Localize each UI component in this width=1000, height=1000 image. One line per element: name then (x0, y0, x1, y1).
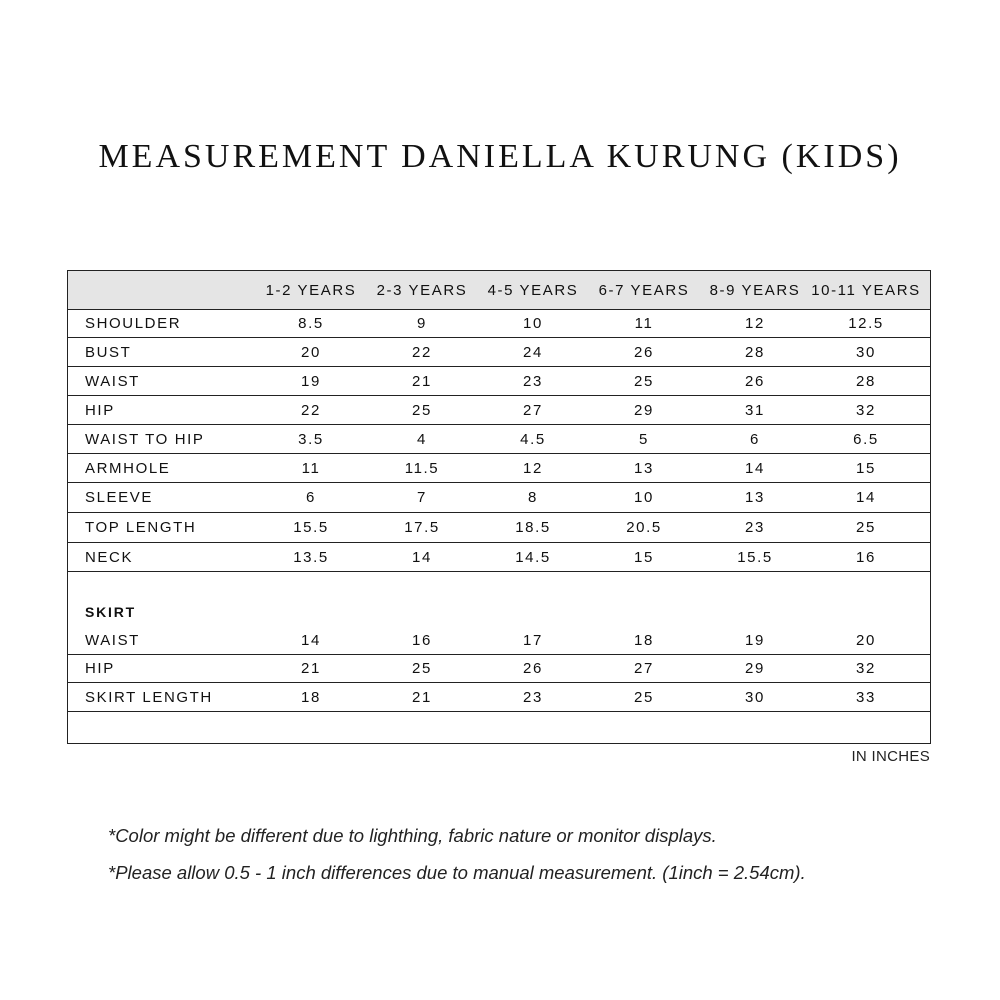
table-cell: 30 (745, 688, 765, 706)
table-cell: 18 (301, 688, 321, 706)
row-label: BUST (85, 343, 132, 361)
table-cell: 20 (856, 631, 876, 649)
table-cell: 12 (745, 315, 765, 332)
table-cell: 12 (523, 459, 543, 477)
disclaimer-measurement: *Please allow 0.5 - 1 inch differences due to manual measurement. (1inch = 2.54cm). (108, 862, 806, 883)
table-row (68, 338, 930, 367)
unit-note: IN INCHES (851, 748, 930, 765)
table-cell: 33 (856, 688, 876, 706)
table-cell: 29 (634, 401, 654, 419)
table-cell: 4.5 (520, 430, 546, 448)
table-row (68, 626, 930, 655)
table-cell: 31 (745, 401, 765, 419)
table-row (68, 683, 930, 712)
table-cell: 21 (301, 660, 321, 677)
table-cell: 23 (523, 688, 543, 706)
table-cell: 13 (634, 459, 654, 477)
row-label: TOP LENGTH (85, 519, 197, 536)
table-cell: 21 (412, 688, 432, 706)
table-cell: 15.5 (293, 519, 329, 536)
table-cell: 3.5 (298, 430, 324, 448)
page-title: MEASUREMENT DANIELLA KURUNG (KIDS) (98, 138, 902, 175)
table-cell: 26 (523, 660, 543, 677)
row-label: ARMHOLE (85, 459, 171, 477)
table-cell: 15 (856, 459, 876, 477)
table-cell: 15 (634, 548, 654, 566)
table-cell: 25 (634, 372, 654, 390)
table-cell: 25 (412, 401, 432, 419)
table-row (68, 367, 930, 396)
table-cell: 7 (417, 489, 427, 506)
row-label: SHOULDER (85, 315, 182, 332)
table-cell: 25 (634, 688, 654, 706)
row-label: SLEEVE (85, 489, 153, 506)
table-cell: 28 (745, 343, 765, 361)
table-cell: 6.5 (853, 430, 879, 448)
table-cell: 14 (745, 459, 765, 477)
table-cell: 11 (301, 459, 321, 477)
table-cell: 14 (301, 631, 321, 649)
row-label: WAIST (85, 372, 140, 390)
table-cell: 21 (412, 372, 432, 390)
table-cell: 4 (417, 430, 427, 448)
table-row (68, 483, 930, 513)
table-cell: 25 (412, 660, 432, 677)
table-row (68, 310, 930, 338)
disclaimer-color: *Color might be different due to lighthing, fabric nature or monitor displays. (108, 825, 717, 846)
table-cell: 18.5 (515, 519, 551, 536)
table-cell: 14 (412, 548, 432, 566)
column-header: 4-5 YEARS (487, 281, 579, 299)
table-cell: 19 (745, 631, 765, 649)
table-cell: 30 (856, 343, 876, 361)
table-cell: 24 (523, 343, 543, 361)
table-cell: 14 (856, 489, 876, 506)
table-cell: 17 (523, 631, 543, 649)
table-cell: 29 (745, 660, 765, 677)
table-cell: 22 (301, 401, 321, 419)
skirt-section-label: SKIRT (85, 604, 136, 620)
table-row (68, 454, 930, 483)
table-row (68, 513, 930, 543)
row-label: SKIRT LENGTH (85, 688, 213, 706)
column-header: 8-9 YEARS (709, 281, 801, 299)
table-cell: 20.5 (626, 519, 662, 536)
table-cell: 13.5 (293, 548, 329, 566)
table-cell: 32 (856, 401, 876, 419)
table-cell: 26 (745, 372, 765, 390)
table-row (68, 712, 930, 743)
table-cell: 6 (750, 430, 760, 448)
column-header: 2-3 YEARS (376, 281, 468, 299)
table-cell: 27 (634, 660, 654, 677)
table-cell: 23 (745, 519, 765, 536)
table-row (68, 425, 930, 454)
column-header: 10-11 YEARS (811, 281, 921, 299)
table-cell: 19 (301, 372, 321, 390)
row-label: WAIST (85, 631, 140, 649)
table-cell: 16 (856, 548, 876, 566)
column-header: 1-2 YEARS (265, 281, 357, 299)
row-label: WAIST TO HIP (85, 430, 205, 448)
table-cell: 16 (412, 631, 432, 649)
table-cell: 32 (856, 660, 876, 677)
table-cell: 23 (523, 372, 543, 390)
table-cell: 12.5 (848, 315, 884, 332)
table-cell: 28 (856, 372, 876, 390)
table-cell: 27 (523, 401, 543, 419)
table-cell: 14.5 (515, 548, 551, 566)
row-label: HIP (85, 660, 115, 677)
table-cell: 18 (634, 631, 654, 649)
table-cell: 6 (306, 489, 316, 506)
table-header-row (68, 271, 930, 310)
table-cell: 10 (523, 315, 543, 332)
table-cell: 5 (639, 430, 649, 448)
table-cell: 8.5 (298, 315, 324, 332)
row-label: NECK (85, 548, 134, 566)
table-row (68, 396, 930, 425)
table-cell: 13 (745, 489, 765, 506)
table-cell: 8 (528, 489, 538, 506)
table-row (68, 572, 930, 626)
table-cell: 15.5 (737, 548, 773, 566)
table-row (68, 655, 930, 683)
table-cell: 25 (856, 519, 876, 536)
size-chart-table (67, 270, 931, 744)
table-cell: 17.5 (404, 519, 440, 536)
table-cell: 26 (634, 343, 654, 361)
column-header: 6-7 YEARS (598, 281, 690, 299)
table-cell: 10 (634, 489, 654, 506)
table-cell: 22 (412, 343, 432, 361)
table-cell: 20 (301, 343, 321, 361)
row-label: HIP (85, 401, 115, 419)
table-cell: 11 (634, 315, 654, 332)
table-row (68, 543, 930, 572)
table-cell: 11.5 (404, 459, 440, 477)
table-cell: 9 (417, 315, 427, 332)
